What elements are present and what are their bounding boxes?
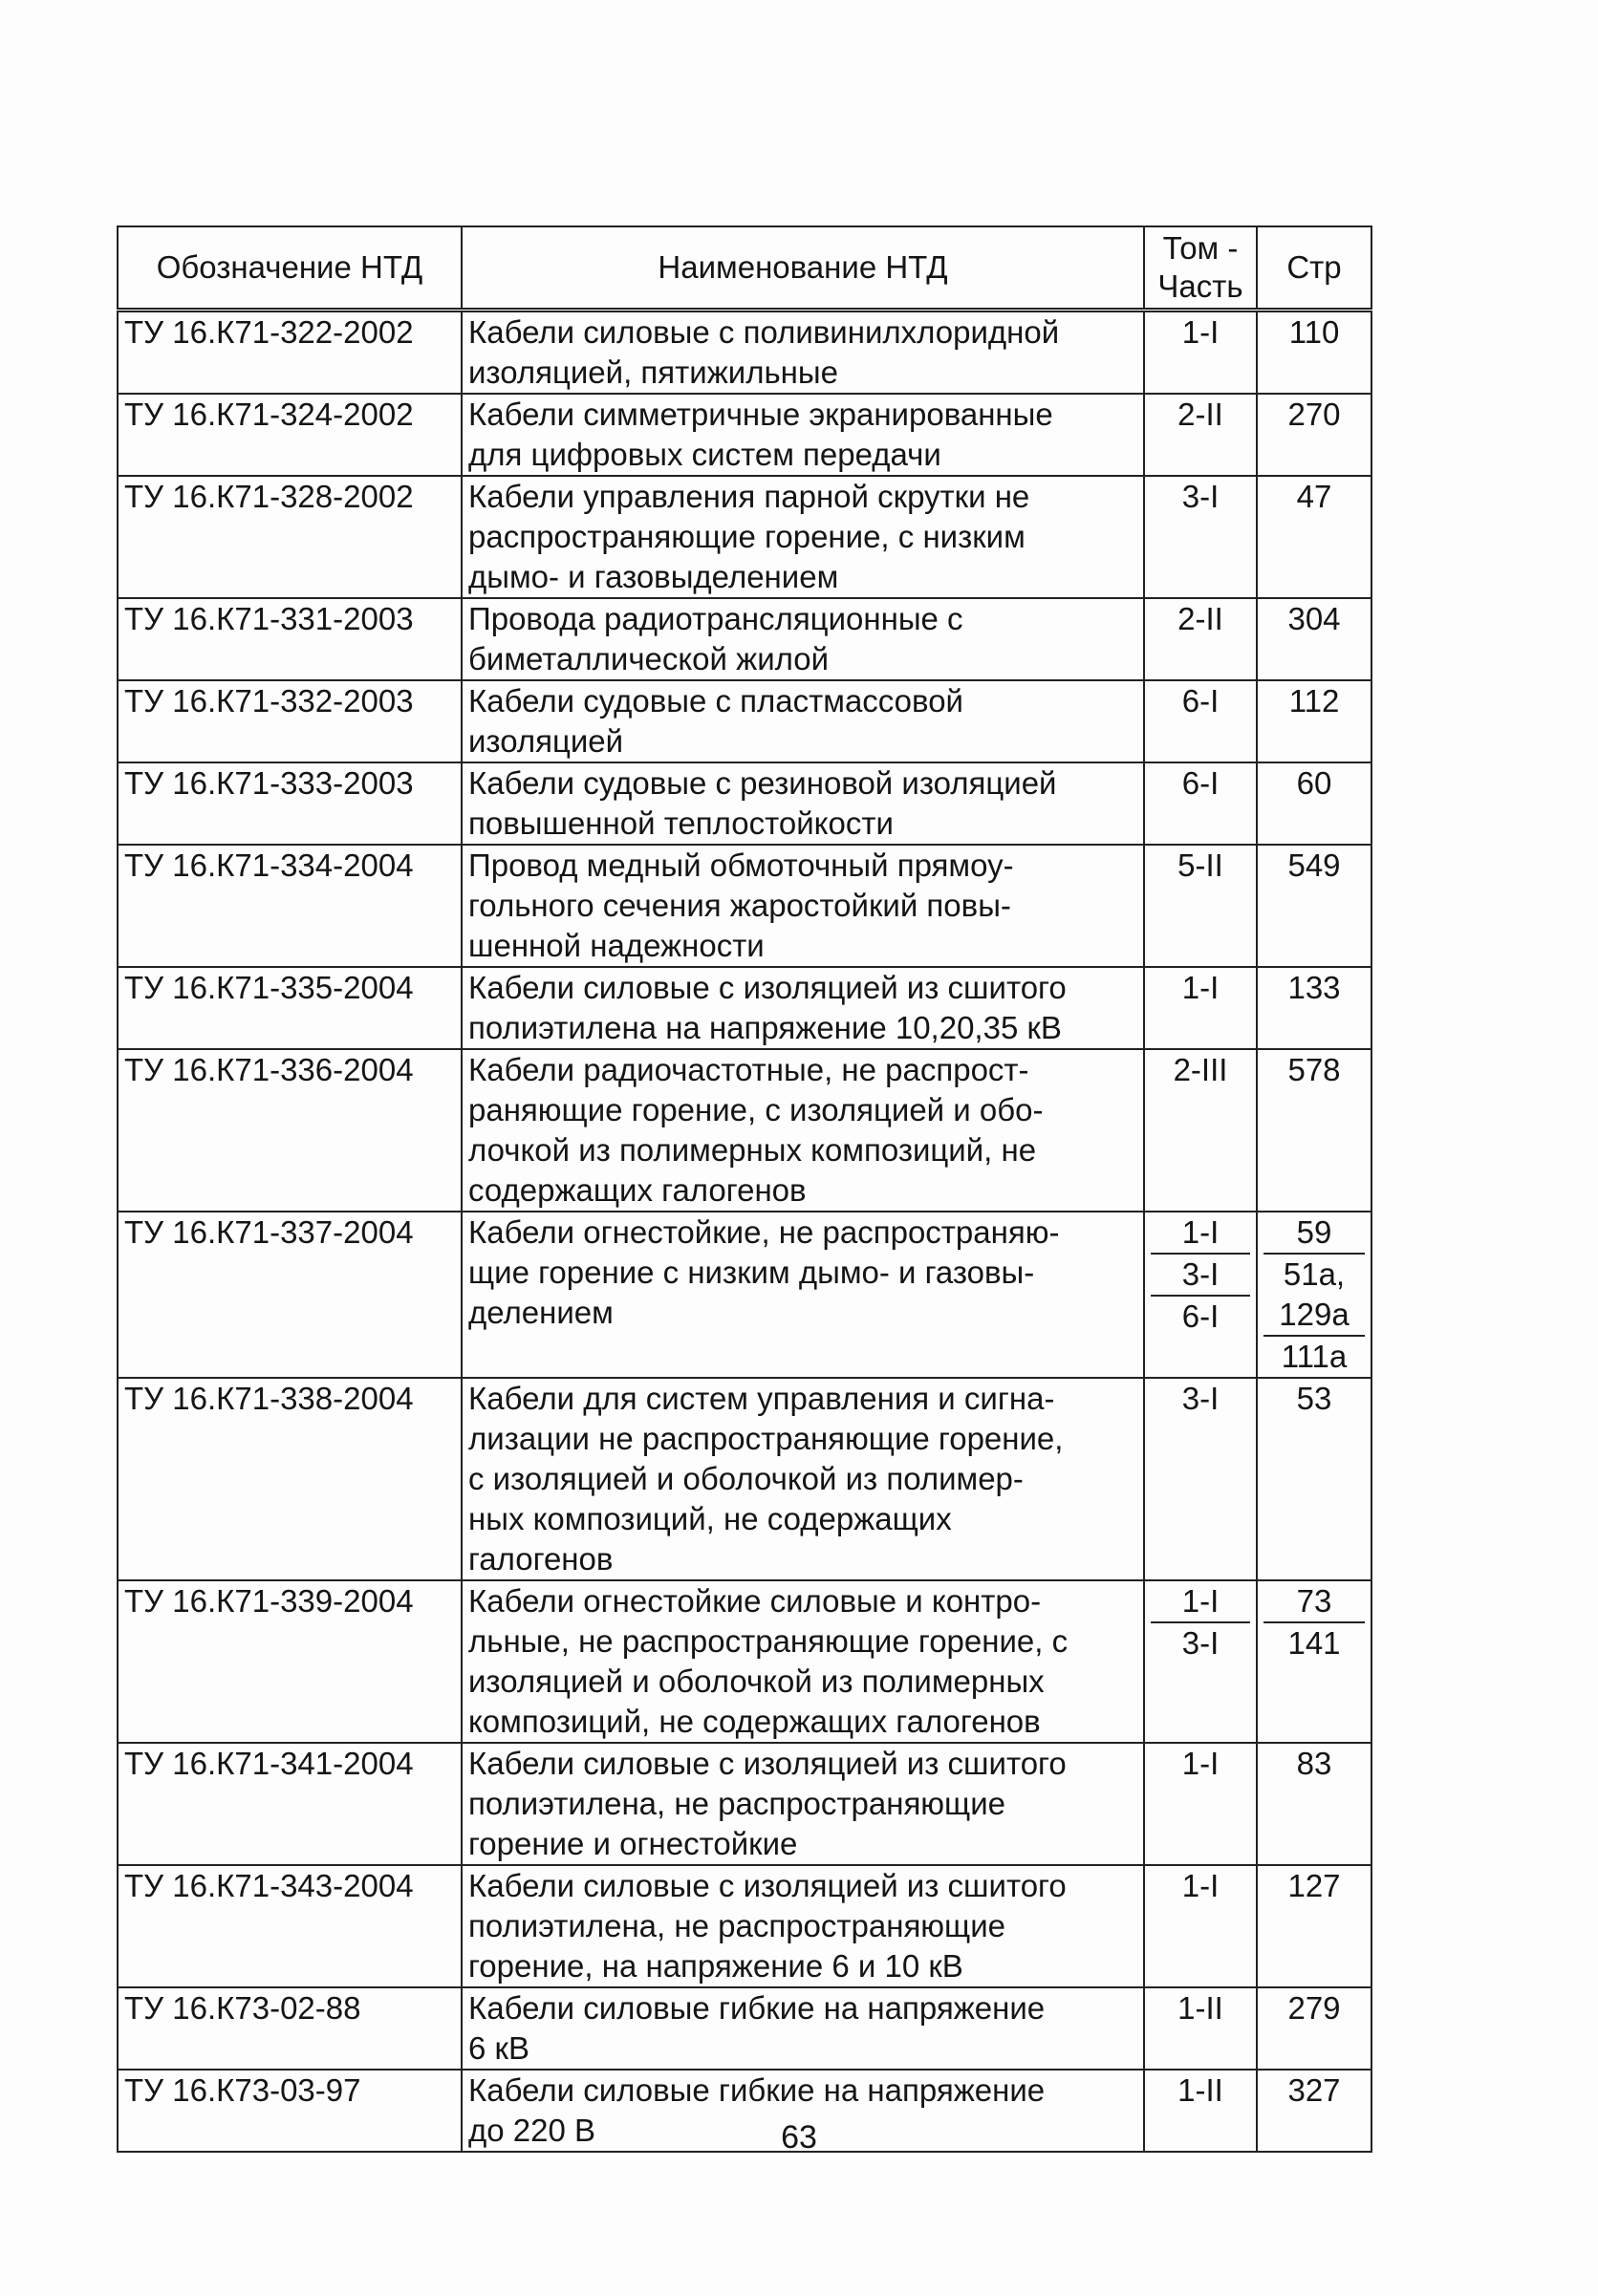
name-line: галогенов: [468, 1541, 614, 1577]
ntd-name-cell: [462, 967, 1144, 1049]
ntd-name-cell: [462, 1378, 1144, 1580]
ntd-page-cell: [1257, 311, 1371, 395]
ntd-volume-cell: [1144, 762, 1257, 845]
name-line: 6 кВ: [468, 2030, 529, 2066]
ntd-code-cell: ТУ 16.К71-336-2004: [118, 1049, 462, 1212]
page-value: 141: [1287, 1625, 1341, 1661]
table-row: [118, 1743, 1371, 1865]
volume-value: 5-II: [1177, 848, 1223, 883]
ntd-code-cell: ТУ 16.К73-02-88: [118, 1987, 462, 2070]
table-row: [118, 1049, 1371, 1212]
volume-value: 6-I: [1181, 683, 1220, 719]
page-value: 327: [1287, 2072, 1341, 2108]
ntd-page-cell: [1257, 1987, 1371, 2070]
page-value: 549: [1287, 848, 1341, 883]
name-line: льные, не распространяющие горение, с: [468, 1623, 1069, 1659]
table-header-row: [118, 226, 1371, 311]
ntd-name-cell: [462, 845, 1144, 967]
page-value: 127: [1287, 1868, 1341, 1903]
volume-value: 1-I: [1151, 1212, 1250, 1255]
volume-value: 1-I: [1181, 1746, 1220, 1781]
header-volume: Том - Часть: [1144, 226, 1257, 311]
name-line: Кабели симметричные экранированные: [468, 397, 1053, 432]
ntd-name-cell: [462, 1743, 1144, 1865]
page-value: 304: [1287, 601, 1341, 636]
ntd-name-cell: [462, 394, 1144, 476]
ntd-page-cell: [1257, 394, 1371, 476]
ntd-name-cell: [462, 311, 1144, 395]
ntd-name-cell: [462, 762, 1144, 845]
ntd-page-cell: [1257, 476, 1371, 598]
volume-value: 3-I: [1181, 1625, 1220, 1661]
name-line: Кабели силовые с изоляцией из сшитого: [468, 970, 1067, 1005]
table-row: [118, 598, 1371, 680]
page-value: 47: [1296, 479, 1332, 514]
header-name: Наименование НТД: [462, 226, 1144, 311]
name-line: делением: [468, 1295, 614, 1330]
ntd-volume-cell: [1144, 967, 1257, 1049]
ntd-code-cell: ТУ 16.К71-334-2004: [118, 845, 462, 967]
name-line: с изоляцией и оболочкой из полимер-: [468, 1461, 1024, 1496]
page-value: 83: [1296, 1746, 1332, 1781]
ntd-code-cell: ТУ 16.К71-343-2004: [118, 1865, 462, 1987]
volume-value: 1-I: [1181, 1868, 1220, 1903]
ntd-name-cell: [462, 1987, 1144, 2070]
name-line: дымо- и газовыделением: [468, 559, 839, 594]
name-line: Кабели судовые с пластмассовой: [468, 683, 963, 719]
page-value: 51а, 129а: [1263, 1255, 1365, 1337]
volume-value: 3-I: [1181, 1381, 1220, 1416]
ntd-page-cell: [1257, 1865, 1371, 1987]
volume-value: 2-II: [1177, 397, 1223, 432]
name-line: для цифровых систем передачи: [468, 437, 941, 472]
page-value: 73: [1263, 1581, 1365, 1623]
ntd-name-cell: [462, 1865, 1144, 1987]
ntd-name-cell: [462, 1580, 1144, 1743]
page-value: 133: [1287, 970, 1341, 1005]
ntd-code-cell: ТУ 16.К71-322-2002: [118, 311, 462, 395]
page-value: 59: [1263, 1212, 1365, 1255]
name-line: Кабели огнестойкие силовые и контро-: [468, 1583, 1042, 1619]
ntd-volume-cell: [1144, 476, 1257, 598]
name-line: раняющие горение, с изоляцией и обо-: [468, 1092, 1044, 1127]
name-line: изоляцией, пятижильные: [468, 354, 838, 390]
table-row: [118, 1212, 1371, 1378]
table-row: [118, 1580, 1371, 1743]
ntd-volume-cell: [1144, 845, 1257, 967]
ntd-code-cell: ТУ 16.К71-333-2003: [118, 762, 462, 845]
ntd-page-cell: [1257, 680, 1371, 762]
ntd-name-cell: [462, 598, 1144, 680]
ntd-volume-cell: [1144, 1987, 1257, 2070]
ntd-name-cell: [462, 1049, 1144, 1212]
name-line: лизации не распространяющие горение,: [468, 1421, 1064, 1456]
name-line: Кабели силовые с поливинилхлоридной: [468, 314, 1060, 350]
name-line: Кабели силовые с изоляцией из сшитого: [468, 1746, 1067, 1781]
table-row: [118, 762, 1371, 845]
volume-value: 3-I: [1151, 1255, 1250, 1297]
ntd-volume-cell: [1144, 1865, 1257, 1987]
volume-value: 6-I: [1181, 1298, 1220, 1334]
name-line: изоляцией и оболочкой из полимерных: [468, 1663, 1045, 1699]
name-line: биметаллической жилой: [468, 641, 830, 676]
page-number: 63: [781, 2119, 817, 2156]
name-line: Кабели огнестойкие, не распространяю-: [468, 1214, 1060, 1250]
ntd-volume-cell: [1144, 598, 1257, 680]
volume-value: 1-II: [1177, 1990, 1223, 2026]
name-line: повышенной теплостойкости: [468, 805, 894, 841]
name-line: полиэтилена на напряжение 10,20,35 кВ: [468, 1010, 1062, 1045]
volume-value: 2-III: [1173, 1052, 1228, 1087]
page-value: 270: [1287, 397, 1341, 432]
ntd-page-cell: [1257, 1049, 1371, 1212]
ntd-page-cell: [1257, 845, 1371, 967]
ntd-volume-cell: [1144, 1212, 1257, 1378]
page-value: 53: [1296, 1381, 1332, 1416]
ntd-page-cell: [1257, 1212, 1371, 1378]
ntd-page-cell: [1257, 598, 1371, 680]
ntd-page-cell: [1257, 1378, 1371, 1580]
page-value: 111а: [1281, 1339, 1348, 1374]
name-line: содержащих галогенов: [468, 1172, 807, 1208]
ntd-volume-cell: [1144, 1580, 1257, 1743]
ntd-volume-cell: [1144, 1049, 1257, 1212]
name-line: Кабели силовые гибкие на напряжение: [468, 2072, 1046, 2108]
ntd-code-cell: ТУ 16.К71-341-2004: [118, 1743, 462, 1865]
name-line: распространяющие горение, с низким: [468, 519, 1026, 554]
volume-value: 1-I: [1151, 1581, 1250, 1623]
ntd-code-cell: ТУ 16.К71-338-2004: [118, 1378, 462, 1580]
table-row: [118, 1987, 1371, 2070]
name-line: горение и огнестойкие: [468, 1826, 798, 1861]
name-line: Кабели управления парной скрутки не: [468, 479, 1030, 514]
table-row: [118, 394, 1371, 476]
ntd-code-cell: ТУ 16.К73-03-97: [118, 2070, 462, 2152]
ntd-page-cell: [1257, 762, 1371, 845]
page-value: 60: [1296, 765, 1332, 801]
volume-value: 1-I: [1181, 970, 1220, 1005]
table-body: [118, 311, 1371, 2153]
name-line: композиций, не содержащих галогенов: [468, 1704, 1041, 1739]
name-line: Кабели силовые гибкие на напряжение: [468, 1990, 1046, 2026]
page-value: 578: [1287, 1052, 1341, 1087]
ntd-code-cell: ТУ 16.К71-335-2004: [118, 967, 462, 1049]
page-value: 112: [1288, 683, 1340, 719]
ntd-volume-cell: [1144, 311, 1257, 395]
volume-value: 1-I: [1181, 314, 1220, 350]
ntd-code-cell: ТУ 16.К71-324-2002: [118, 394, 462, 476]
page-value: 279: [1287, 1990, 1341, 2026]
name-line: горение, на напряжение 6 и 10 кВ: [468, 1948, 963, 1984]
name-line: шенной надежности: [468, 928, 765, 963]
name-line: полиэтилена, не распространяющие: [468, 1908, 1005, 1943]
ntd-code-cell: ТУ 16.К71-328-2002: [118, 476, 462, 598]
header-page: Стр: [1257, 226, 1371, 311]
ntd-code-cell: ТУ 16.К71-337-2004: [118, 1212, 462, 1378]
ntd-code-cell: ТУ 16.К71-332-2003: [118, 680, 462, 762]
volume-value: 1-II: [1177, 2072, 1223, 2108]
page-value: 110: [1288, 314, 1340, 350]
table-row: [118, 311, 1371, 395]
name-line: ных композиций, не содержащих: [468, 1501, 952, 1536]
ntd-name-cell: [462, 680, 1144, 762]
ntd-page-cell: [1257, 1743, 1371, 1865]
header-code: Обозначение НТД: [118, 226, 462, 311]
ntd-code-cell: ТУ 16.К71-339-2004: [118, 1580, 462, 1743]
volume-value: 2-II: [1177, 601, 1223, 636]
ntd-page-cell: [1257, 967, 1371, 1049]
ntd-volume-cell: [1144, 1743, 1257, 1865]
name-line: Кабели силовые с изоляцией из сшитого: [468, 1868, 1067, 1903]
table-row: [118, 1378, 1371, 1580]
table-row: [118, 1865, 1371, 1987]
name-line: изоляцией: [468, 723, 624, 759]
table-row: [118, 967, 1371, 1049]
ntd-volume-cell: [1144, 680, 1257, 762]
ntd-page-cell: [1257, 1580, 1371, 1743]
name-line: лочкой из полимерных композиций, не: [468, 1132, 1037, 1168]
name-line: полиэтилена, не распространяющие: [468, 1786, 1005, 1821]
volume-value: 3-I: [1181, 479, 1220, 514]
name-line: Кабели радиочастотные, не распрост-: [468, 1052, 1029, 1087]
name-line: Кабели судовые с резиновой изоляцией: [468, 765, 1057, 801]
name-line: Кабели для систем управления и сигна-: [468, 1381, 1055, 1416]
ntd-table: [117, 225, 1372, 2153]
name-line: щие горение с низким дымо- и газовы-: [468, 1255, 1035, 1290]
name-line: Провод медный обмоточный прямоу-: [468, 848, 1014, 883]
volume-value: 6-I: [1181, 765, 1220, 801]
ntd-volume-cell: [1144, 1378, 1257, 1580]
ntd-code-cell: ТУ 16.К71-331-2003: [118, 598, 462, 680]
ntd-name-cell: [462, 1212, 1144, 1378]
table-row: [118, 476, 1371, 598]
name-line: до 220 В: [468, 2113, 596, 2148]
table-row: [118, 680, 1371, 762]
name-line: Провода радиотрансляционные с: [468, 601, 963, 636]
ntd-name-cell: [462, 476, 1144, 598]
ntd-volume-cell: [1144, 394, 1257, 476]
name-line: гольного сечения жаростойкий повы-: [468, 888, 1011, 923]
table-row: [118, 845, 1371, 967]
